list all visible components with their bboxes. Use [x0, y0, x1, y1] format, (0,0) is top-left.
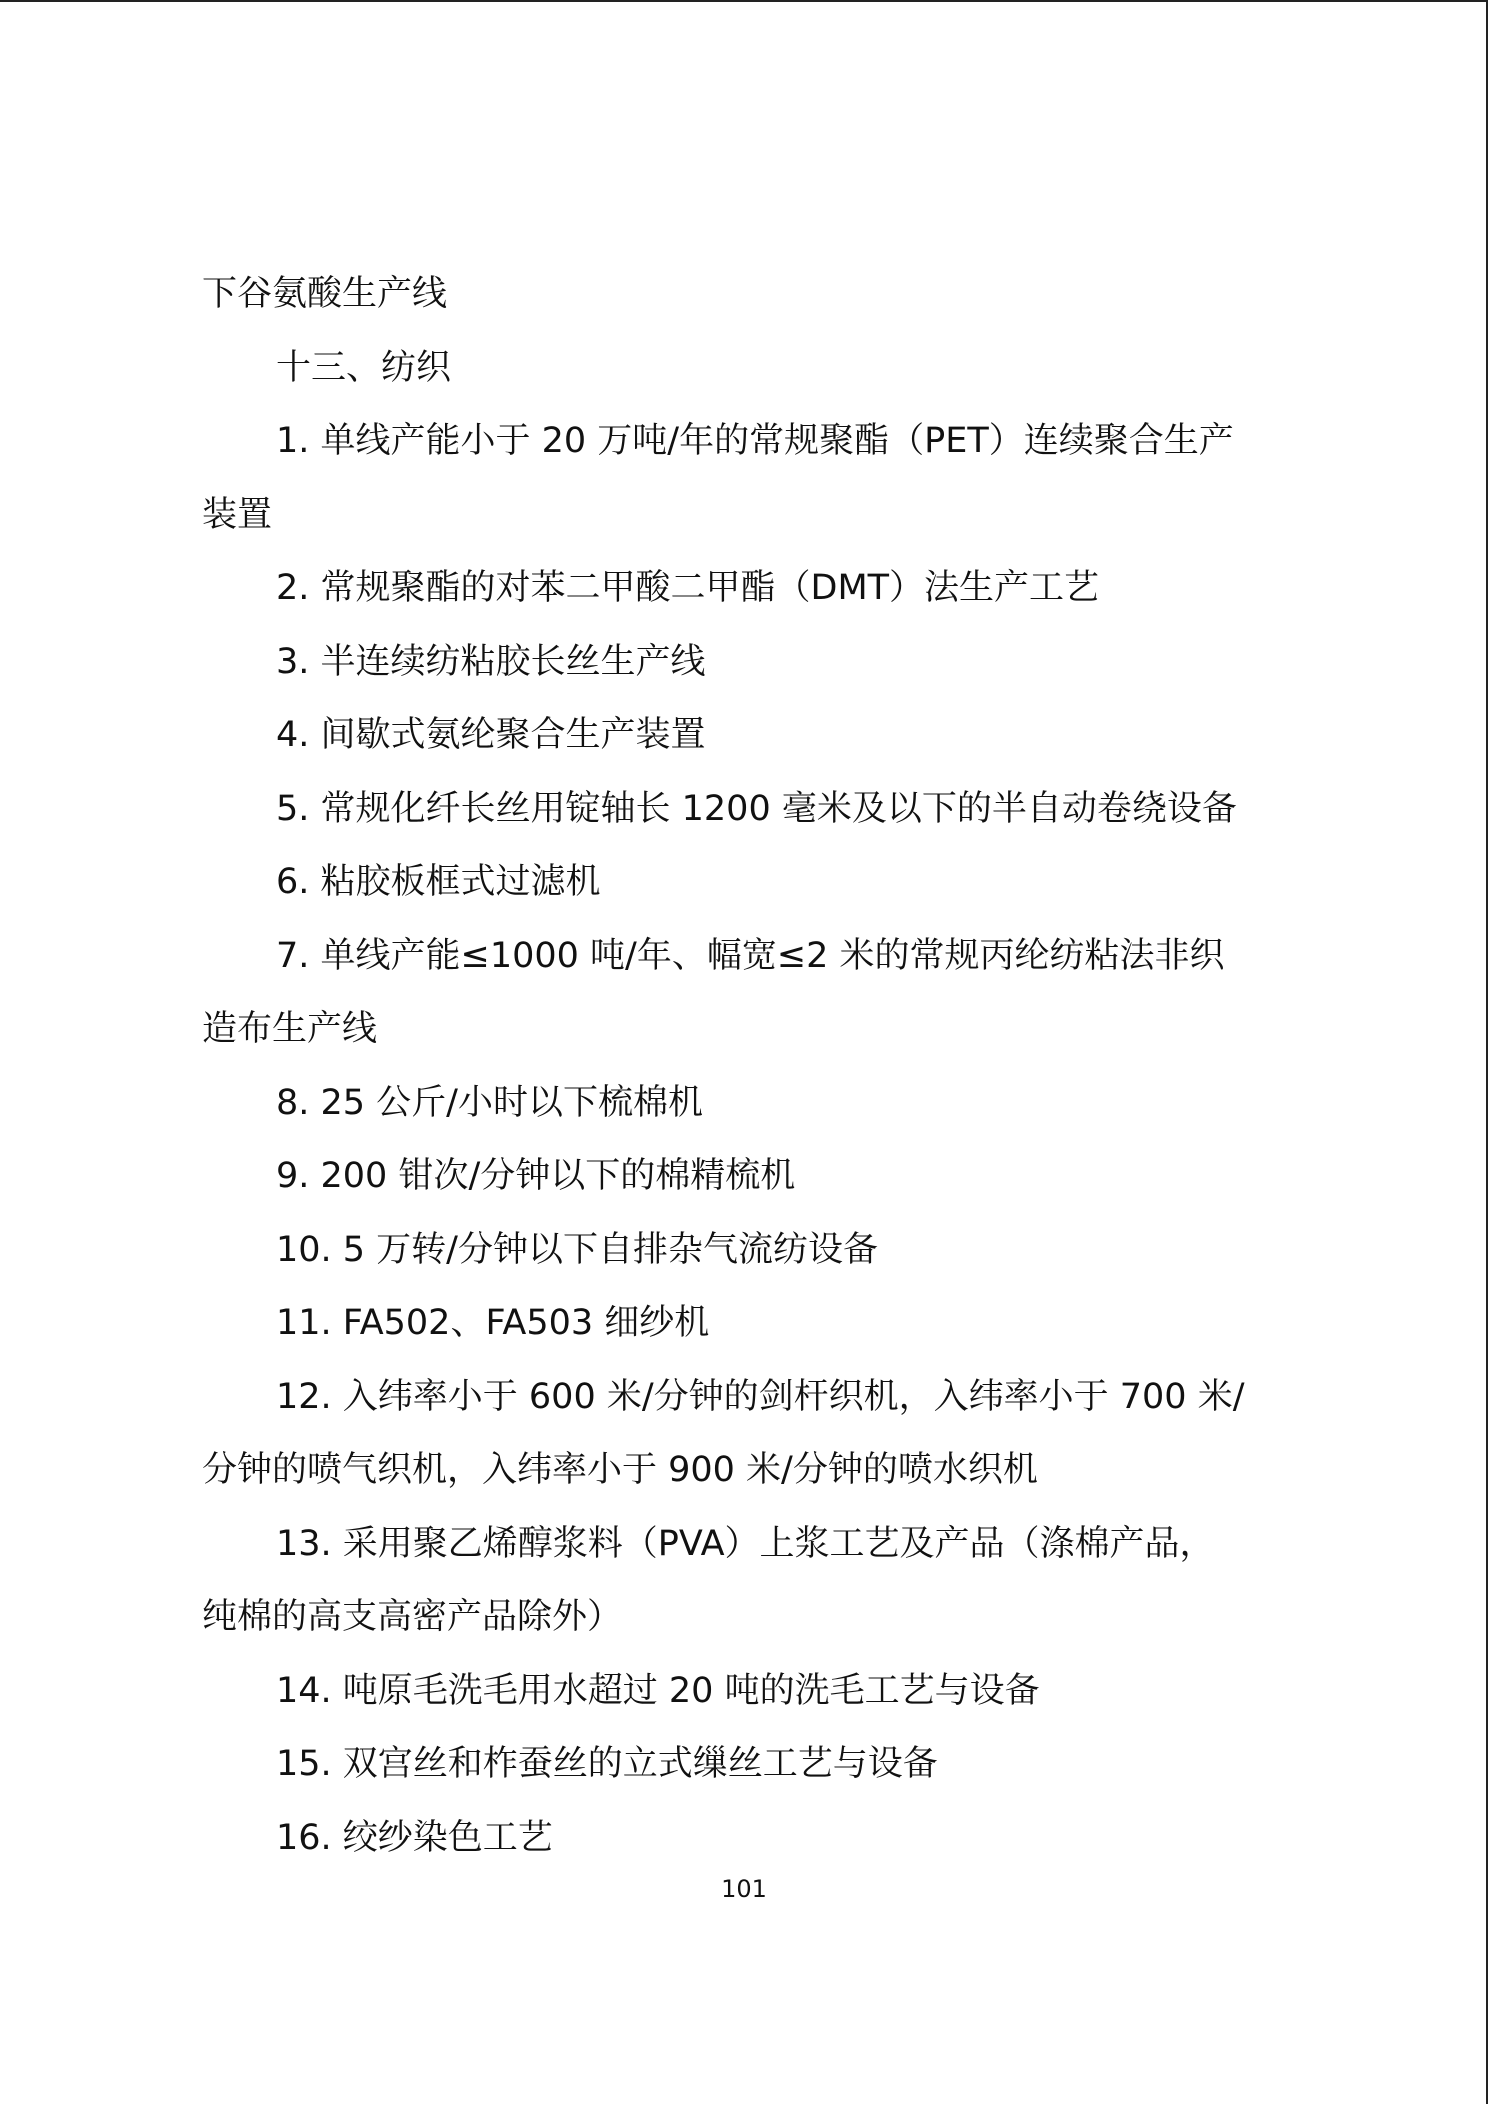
list-item-continuation: 分钟的喷气织机，入纬率小于 900 米/分钟的喷水织机 — [202, 1450, 1038, 1490]
page-border-top — [0, 0, 1488, 2]
list-item: 1. 单线产能小于 20 万吨/年的常规聚酯（PET）连续聚合生产 — [276, 421, 1234, 461]
list-item: 7. 单线产能≤1000 吨/年、幅宽≤2 米的常规丙纶纺粘法非织 — [276, 935, 1225, 976]
list-item-continuation: 装置 — [202, 494, 273, 535]
list-item: 6. 粘胶板框式过滤机 — [276, 862, 601, 902]
list-item: 3. 半连续纺粘胶长丝生产线 — [276, 641, 706, 682]
list-item: 12. 入纬率小于 600 米/分钟的剑杆织机，入纬率小于 700 米/ — [276, 1376, 1245, 1417]
text-line: 下谷氨酸生产线 — [202, 274, 448, 314]
list-item: 10. 5 万转/分钟以下自排杂气流纺设备 — [276, 1229, 878, 1270]
list-item: 5. 常规化纤长丝用锭轴长 1200 毫米及以下的半自动卷绕设备 — [276, 788, 1237, 829]
list-item: 2. 常规聚酯的对苯二甲酸二甲酯（DMT）法生产工艺 — [276, 568, 1100, 608]
list-item: 11. FA502、FA503 细纱机 — [276, 1303, 710, 1343]
list-item: 15. 双宫丝和柞蚕丝的立式缫丝工艺与设备 — [276, 1744, 938, 1784]
section-heading: 十三、纺织 — [276, 347, 452, 388]
list-item: 16. 绞纱染色工艺 — [276, 1817, 553, 1858]
list-item-continuation: 纯棉的高支高密产品除外） — [202, 1597, 623, 1637]
document-body — [202, 258, 1292, 1875]
list-item: 8. 25 公斤/小时以下梳棉机 — [276, 1082, 703, 1123]
list-item: 13. 采用聚乙烯醇浆料（PVA）上浆工艺及产品（涤棉产品， — [276, 1523, 1215, 1564]
page-number: 101 — [721, 1875, 767, 1903]
list-item: 4. 间歇式氨纶聚合生产装置 — [276, 715, 706, 755]
list-item: 9. 200 钳次/分钟以下的棉精梳机 — [276, 1156, 796, 1196]
list-item: 14. 吨原毛洗毛用水超过 20 吨的洗毛工艺与设备 — [276, 1670, 1040, 1711]
list-item-continuation: 造布生产线 — [202, 1009, 378, 1049]
